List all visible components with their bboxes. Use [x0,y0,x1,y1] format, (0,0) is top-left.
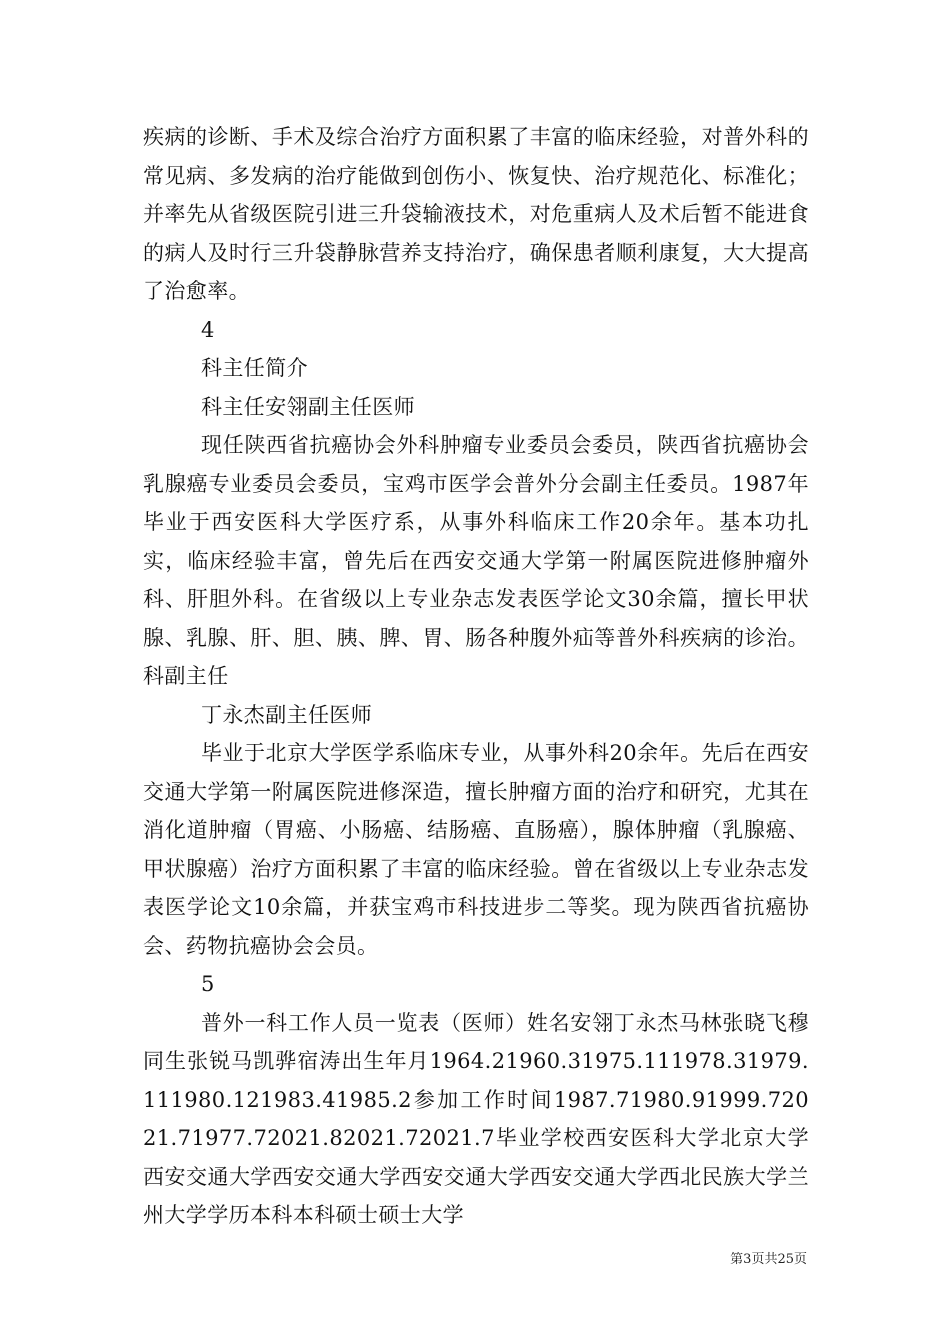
section-number-5: 5 [201,972,215,996]
heading-director-anling: 科主任安翎副主任医师 [201,394,415,419]
paragraph-anling-bio: 现任陕西省抗癌协会外科肿瘤专业委员会委员，陕西省抗癌协会乳腺癌专业委员会委员，宝鸡市医学会普外分会副主任委员。1987年毕业于西安医科大学医疗系，从事外科临床工作20余年。基本功扎实，临床经验丰富，曾先后在西安交通大学第一附属医院进修肿瘤外科、肝胆外科。在省级以上专业杂志发表医学论文30余篇，擅长甲状腺、乳腺、肝、胆、胰、脾、胃、肠各种腹外疝等普外科疾病的诊治。科副主任 [143,433,809,688]
heading-ding-yongjie: 丁永杰副主任医师 [201,702,373,727]
paragraph-surgery-experience: 疾病的诊断、手术及综合治疗方面积累了丰富的临床经验，对普外科的常见病、多发病的治疗能做到创伤小、恢复快、治疗规范化、标准化；并率先从省级医院引进三升袋输液技术，对危重病人及术后暂不能进食的病人及时行三升袋静脉营养支持治疗，确保患者顺利康复，大大提高了治愈率。 [143,125,809,303]
heading-director-intro: 科主任简介 [201,356,308,380]
paragraph-staff-table: 普外一科工作人员一览表（医师）姓名安翎丁永杰马林张晓飞穆同生张锐马凯骅宿涛出生年月1964.21960.31975.111978.31979.111980.121983.41985.2参加工作时间1987.71980.91999.72021.71977.72021.82021.72021.7毕业学校西安医科大学北京大学西安交通大学西安交通大学西安交通大学西安交通大学西北民族大学兰州大学学历本科本科硕士硕士大学 [143,1010,809,1227]
page-footer: 第3页共25页 [730,1252,807,1267]
paragraph-ding-yongjie-bio: 毕业于北京大学医学系临床专业，从事外科20余年。先后在西安交通大学第一附属医院进修深造，擅长肿瘤方面的治疗和研究，尤其在消化道肿瘤（胃癌、小肠癌、结肠癌、直肠癌），腺体肿瘤（乳腺癌、甲状腺癌）治疗方面积累了丰富的临床经验。曾在省级以上专业杂志发表医学论文10余篇，并获宝鸡市科技进步二等奖。现为陕西省抗癌协会、药物抗癌协会会员。 [143,741,809,958]
section-number-4: 4 [201,317,215,342]
document-body [143,118,809,1235]
